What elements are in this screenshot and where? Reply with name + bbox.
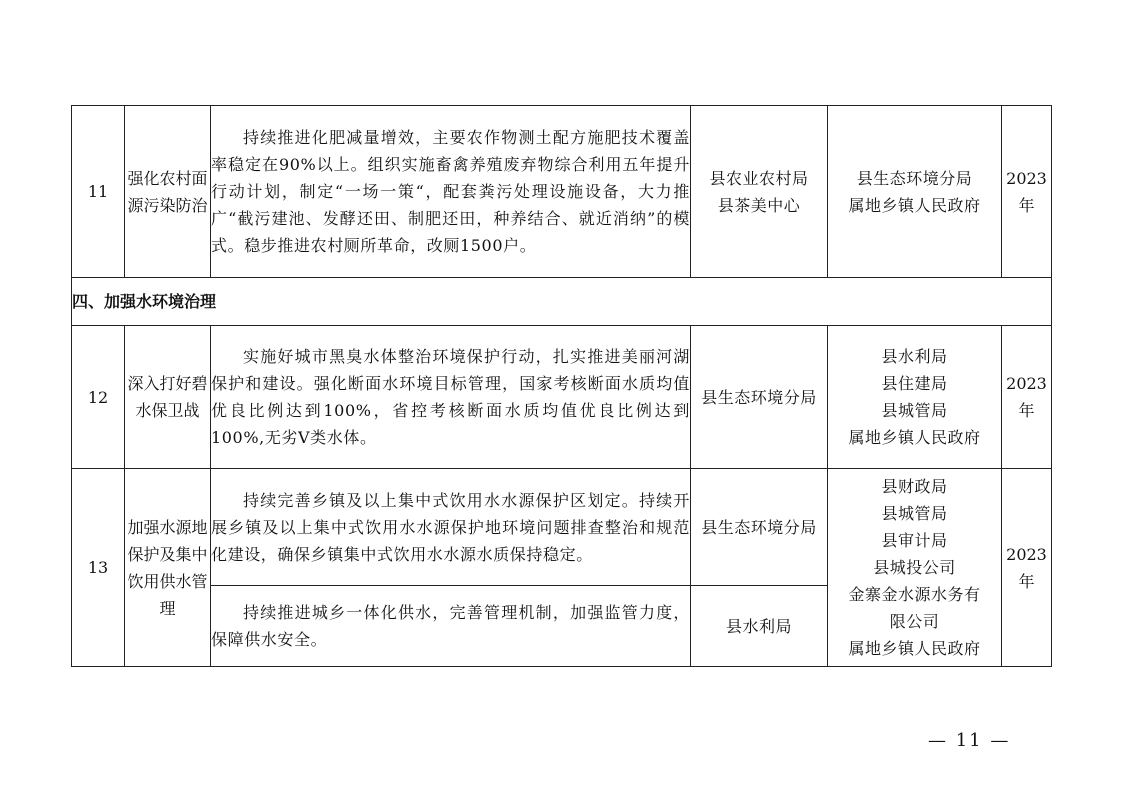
page-number: — 11 — <box>928 730 1011 751</box>
year-unit: 年 <box>1018 401 1035 420</box>
deadline-year <box>1002 469 1052 667</box>
cooperating-units <box>828 469 1002 667</box>
coop-unit-line: 县财政局 <box>881 477 948 496</box>
coop-unit-line: 县水利局 <box>881 347 948 366</box>
coop-unit-line: 限公司 <box>889 612 940 631</box>
year-unit: 年 <box>1018 571 1035 591</box>
coop-unit-line: 县审计局 <box>881 531 948 550</box>
lead-unit: 县水利局 <box>691 586 828 667</box>
coop-unit-line: 县生态环境分局 <box>856 168 973 188</box>
table-row-11 <box>72 106 1052 278</box>
deadline-year <box>1002 106 1052 278</box>
row-number: 12 <box>72 326 125 469</box>
coop-unit-line: 金寨金水源水务有 <box>848 585 981 604</box>
content-paragraph: 持续推进城乡一体化供水，完善管理机制，加强监管力度，保障供水安全。 <box>211 603 690 649</box>
lead-unit <box>691 106 828 278</box>
task-content <box>211 326 691 469</box>
coop-unit-line: 属地乡镇人民政府 <box>848 428 981 447</box>
lead-unit-line: 县农业农村局 <box>709 168 809 188</box>
year-value: 2023 <box>1006 168 1047 188</box>
task-name: 加强水源地保护及集中饮用供水管理 <box>125 469 211 667</box>
year-value: 2023 <box>1006 374 1047 393</box>
task-content <box>211 469 691 586</box>
table-row-12 <box>72 326 1052 469</box>
section-heading: 四、加强水环境治理 <box>72 278 1052 326</box>
deadline-year <box>1002 326 1052 469</box>
content-paragraph: 持续完善乡镇及以上集中式饮用水水源保护区划定。持续开展乡镇及以上集中式饮用水水源保护地环境问题排查整治和规范化建设，确保乡镇集中式饮用水水源水质保持稳定。 <box>211 490 690 564</box>
coop-unit-line: 属地乡镇人民政府 <box>848 639 981 658</box>
task-content <box>211 586 691 667</box>
cooperating-units <box>828 326 1002 469</box>
content-paragraph: 实施好城市黑臭水体整治环境保护行动，扎实推进美丽河湖保护和建设。强化断面水环境目标管理，国家考核断面水质均值优良比例达到100%，省控考核断面水质均值优良比例达到100%,无劣V类水体。 <box>211 347 690 447</box>
task-content <box>211 106 691 278</box>
lead-unit-line: 县茶美中心 <box>717 195 801 215</box>
section-row <box>72 278 1052 326</box>
coop-unit-line: 县城管局 <box>881 401 948 420</box>
lead-unit: 县生态环境分局 <box>691 469 828 586</box>
coop-unit-line: 县城投公司 <box>873 558 956 577</box>
table-row-13 <box>72 469 1052 586</box>
cooperating-units <box>828 106 1002 278</box>
content-paragraph: 持续推进化肥减量增效，主要农作物测土配方施肥技术覆盖率稳定在90%以上。组织实施畜禽养殖废弃物综合利用五年提升行动计划，制定“一场一策“，配套粪污处理设施设备，大力推广“截污建池、发酵还田、制肥还田，种养结合、就近消纳”的模式。稳步推进农村厕所革命，改厕1500户。 <box>211 128 690 255</box>
lead-unit: 县生态环境分局 <box>691 326 828 469</box>
year-unit: 年 <box>1018 195 1035 215</box>
task-table <box>71 105 1052 667</box>
task-name: 强化农村面源污染防治 <box>125 106 211 278</box>
coop-unit-line: 县城管局 <box>881 504 948 523</box>
year-value: 2023 <box>1006 544 1047 564</box>
task-name: 深入打好碧水保卫战 <box>125 326 211 469</box>
row-number: 11 <box>72 106 125 278</box>
coop-unit-line: 县住建局 <box>881 374 948 393</box>
coop-unit-line: 属地乡镇人民政府 <box>848 195 981 215</box>
row-number: 13 <box>72 469 125 667</box>
